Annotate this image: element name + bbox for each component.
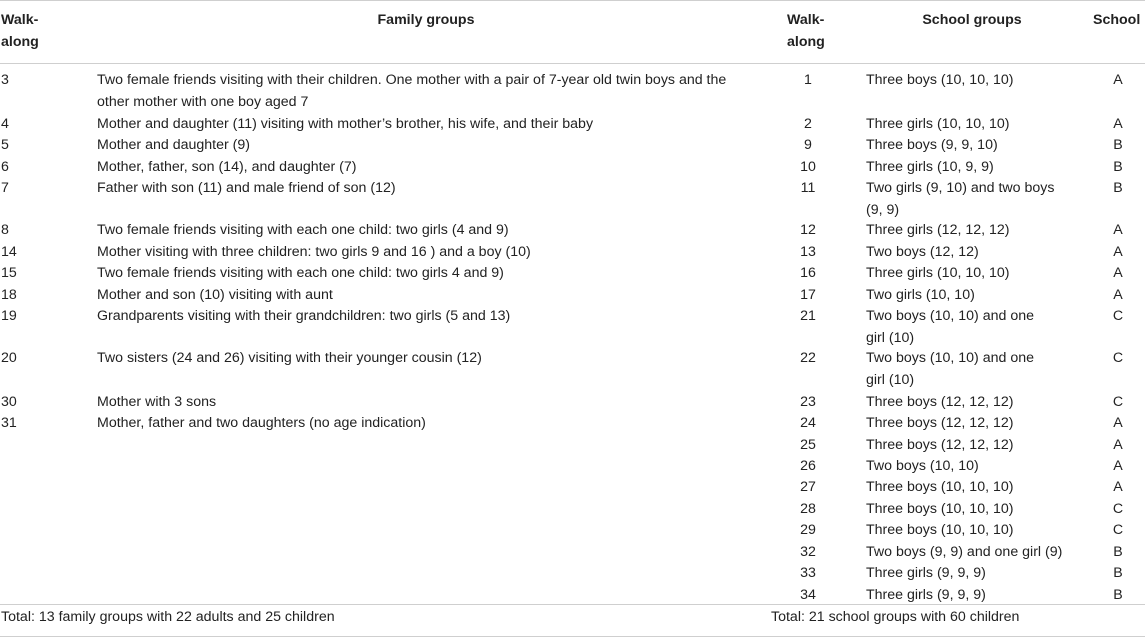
school-letter-cell: A [1113,479,1123,495]
school-walk-along-cell: 32 [800,544,816,560]
school-description-cell: Three girls (12, 12, 12) [866,222,1010,238]
top-rule [0,0,1145,1]
school-description-cell: Three boys (9, 9, 10) [866,137,998,153]
school-walk-along-cell: 28 [800,501,816,517]
school-description-cell: Two girls (9, 10) and two boys [866,180,1055,196]
school-walk-along-cell: 33 [800,565,816,581]
school-letter-cell: C [1112,308,1124,324]
family-walk-along-cell: 7 [1,180,9,196]
school-description-cell: Two boys (10, 10) and one [866,350,1034,366]
family-description-cell: Mother, father and two daughters (no age indication) [97,415,426,431]
school-walk-along-cell: 27 [800,479,816,495]
header-walk-along-right-line2: along [787,34,825,50]
school-letter-cell: B [1113,565,1123,581]
family-walk-along-cell: 20 [1,350,17,366]
family-walk-along-cell: 6 [1,159,9,175]
school-letter-cell: B [1113,587,1123,603]
family-walk-along-cell: 30 [1,394,17,410]
school-walk-along-cell: 22 [800,350,816,366]
school-description-cell: Three boys (12, 12, 12) [866,437,1014,453]
header-family-groups: Family groups [377,12,475,28]
school-description-cell: Three boys (10, 10, 10) [866,479,1014,495]
school-description-cell: Two boys (10, 10) [866,458,979,474]
school-letter-cell: A [1113,116,1123,132]
family-description-cell: Mother, father, son (14), and daughter (7) [97,159,357,175]
family-description-cell: Mother and daughter (9) [97,137,251,153]
school-walk-along-cell: 21 [800,308,816,324]
school-description-cell: Three boys (10, 10, 10) [866,72,1014,88]
family-description-cell: Grandparents visiting with their grandchildren: two girls (5 and 13) [97,308,511,324]
school-walk-along-cell: 17 [800,287,816,303]
school-letter-cell: A [1113,244,1123,260]
school-description-cell: girl (10) [866,329,915,346]
school-description-cell: Three girls (9, 9, 9) [866,587,986,603]
family-walk-along-cell: 15 [1,265,17,281]
school-walk-along-cell: 9 [804,137,812,153]
family-walk-along-cell: 18 [1,287,17,303]
school-walk-along-cell: 29 [800,522,816,538]
school-walk-along-cell: 16 [800,265,816,281]
family-description-cell: Two female friends visiting with their children. One mother with a pair of 7-year old twin boys and the [97,72,727,88]
school-walk-along-cell: 11 [800,180,816,196]
school-letter-cell: A [1113,72,1123,88]
school-letter-cell: C [1112,501,1124,517]
school-walk-along-cell: 26 [800,458,816,474]
school-letter-cell: A [1113,222,1123,238]
school-description-cell: Three girls (10, 10, 10) [866,116,1010,132]
header-rule [0,63,1145,64]
family-walk-along-cell: 8 [1,222,9,238]
school-walk-along-cell: 34 [800,587,816,603]
school-letter-cell: B [1113,137,1123,153]
header-walk-along-left-line2: along [1,34,39,50]
family-total: Total: 13 family groups with 22 adults and 25 children [1,609,335,625]
family-description-cell: Mother and son (10) visiting with aunt [97,287,333,303]
school-walk-along-cell: 12 [800,222,816,238]
school-letter-cell: A [1113,458,1123,474]
school-letter-cell: A [1113,265,1123,281]
school-letter-cell: C [1112,522,1124,538]
school-description-cell: Two boys (9, 9) and one girl (9) [866,544,1063,560]
school-description-cell: Three boys (12, 12, 12) [866,415,1014,431]
school-letter-cell: B [1113,544,1123,560]
family-description-cell: Mother visiting with three children: two girls 9 and 16 ) and a boy (10) [97,244,531,260]
school-walk-along-cell: 13 [800,244,816,260]
header-school-groups: School groups [922,12,1022,28]
header-school: School [1093,12,1141,28]
school-total: Total: 21 school groups with 60 children [771,609,1020,625]
header-walk-along-left-line1: Walk- [1,12,39,28]
school-letter-cell: A [1113,415,1123,431]
family-walk-along-cell: 3 [1,72,9,88]
family-walk-along-cell: 5 [1,137,9,153]
family-description-cell: Father with son (11) and male friend of son (12) [97,180,396,196]
school-description-cell: Two girls (10, 10) [866,287,975,303]
school-walk-along-cell: 1 [804,72,812,88]
school-description-cell: Three girls (9, 9, 9) [866,565,986,581]
header-walk-along-right [787,9,825,53]
family-description-cell: Two female friends visiting with each one child: two girls (4 and 9) [97,222,509,238]
family-walk-along-cell: 19 [1,308,17,324]
header-walk-along-right-line1: Walk- [787,12,825,28]
family-description-cell: Mother and daughter (11) visiting with mother’s brother, his wife, and their baby [97,116,594,132]
header-walk-along-left [1,9,39,53]
school-description-cell: Three boys (10, 10, 10) [866,501,1014,517]
school-description-cell: Three girls (10, 9, 9) [866,159,994,175]
family-walk-along-cell: 31 [1,415,17,431]
school-walk-along-cell: 25 [800,437,816,453]
school-description-cell: Three boys (10, 10, 10) [866,522,1014,538]
family-walk-along-cell: 14 [1,244,17,260]
family-description-cell: Mother with 3 sons [97,394,217,410]
school-description-cell: Three boys (12, 12, 12) [866,394,1014,410]
school-letter-cell: C [1112,394,1124,410]
school-description-cell: girl (10) [866,371,915,388]
school-letter-cell: A [1113,287,1123,303]
family-description-cell: other mother with one boy aged 7 [97,93,309,110]
school-description-cell: (9, 9) [866,201,900,218]
school-description-cell: Two boys (12, 12) [866,244,979,260]
school-walk-along-cell: 23 [800,394,816,410]
school-description-cell: Two boys (10, 10) and one [866,308,1034,324]
family-description-cell: Two female friends visiting with each one child: two girls 4 and 9) [97,265,504,281]
school-description-cell: Three girls (10, 10, 10) [866,265,1010,281]
school-walk-along-cell: 10 [800,159,816,175]
school-letter-cell: A [1113,437,1123,453]
school-letter-cell: B [1113,159,1123,175]
family-description-cell: Two sisters (24 and 26) visiting with their younger cousin (12) [97,350,482,366]
family-walk-along-cell: 4 [1,116,9,132]
school-walk-along-cell: 24 [800,415,816,431]
school-walk-along-cell: 2 [804,116,812,132]
school-letter-cell: C [1112,350,1124,366]
school-letter-cell: B [1113,180,1123,196]
